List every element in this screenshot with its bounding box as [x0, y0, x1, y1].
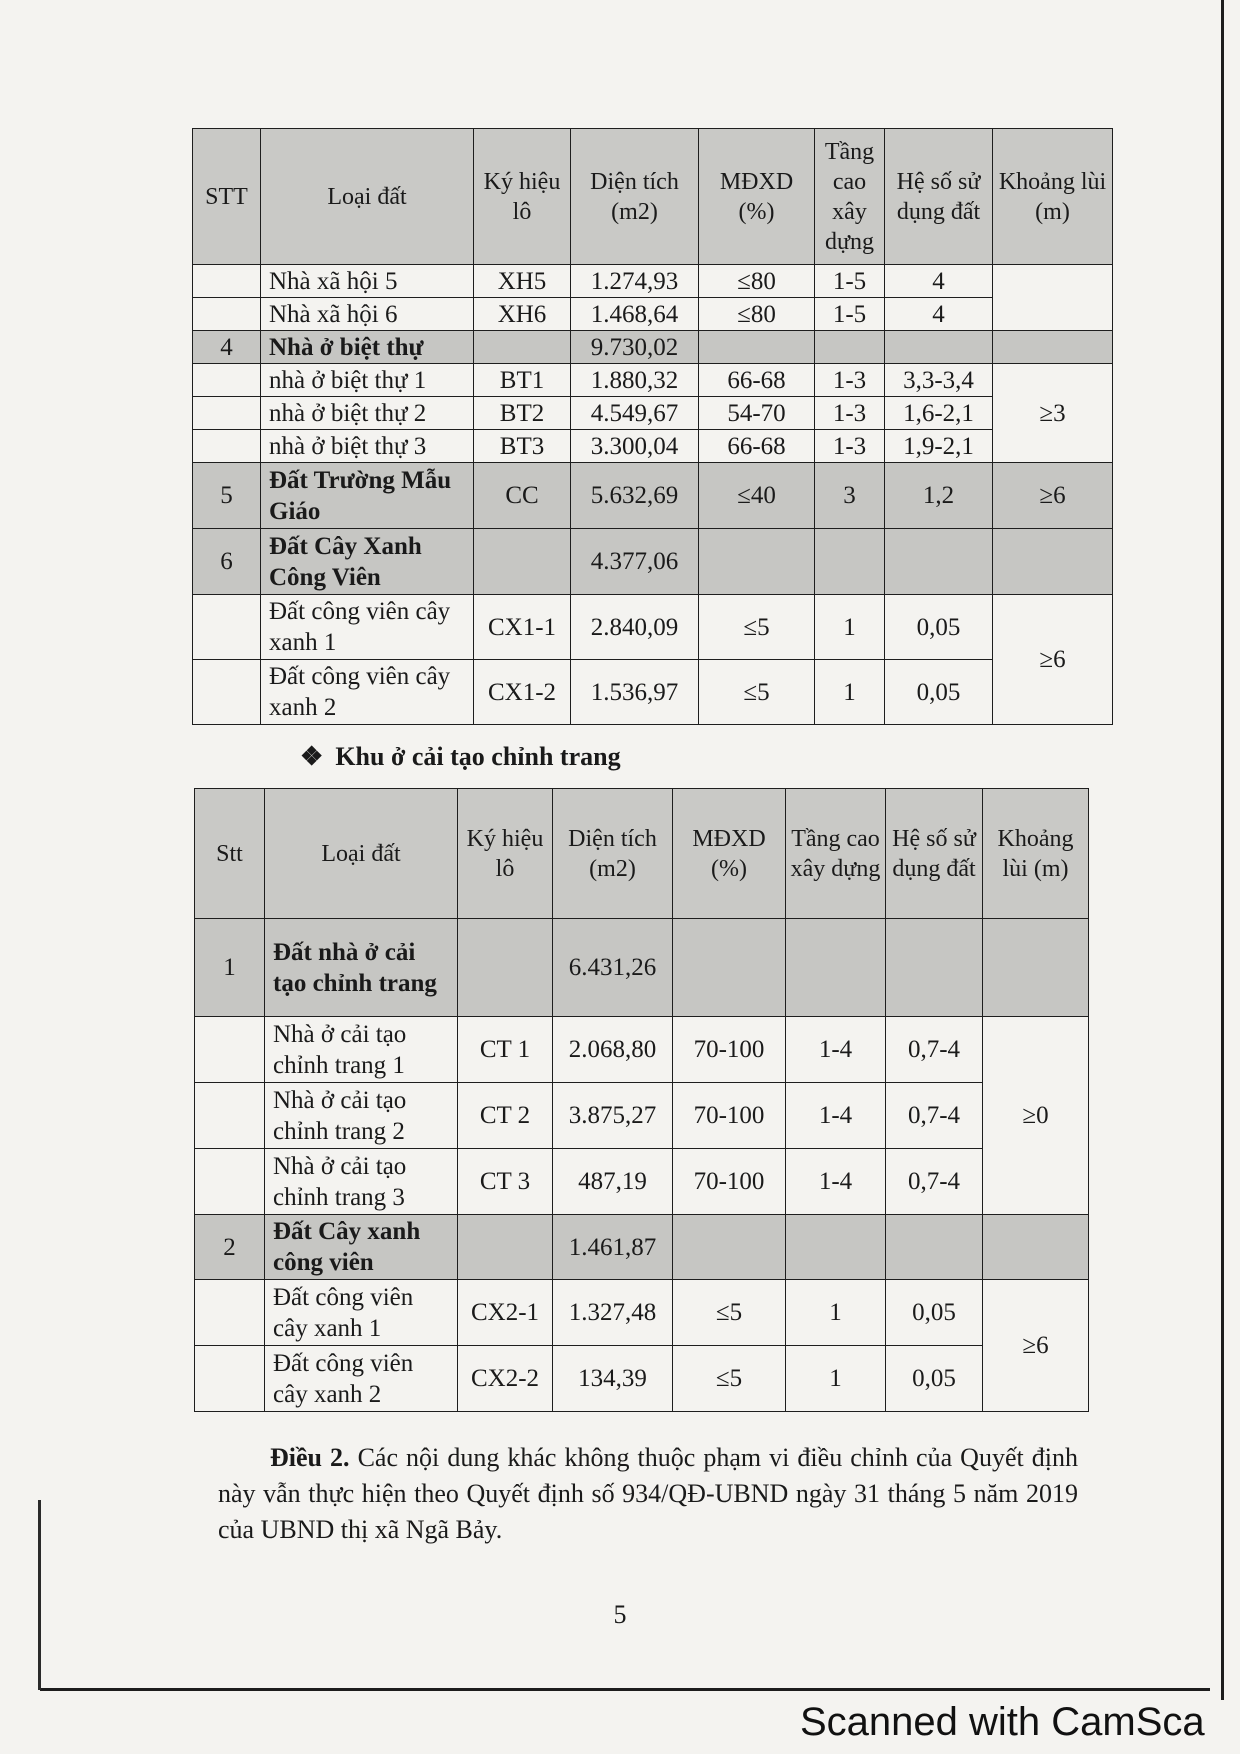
cell-tang-cao: 1-4 [786, 1083, 886, 1149]
header-stt: Stt [195, 789, 265, 919]
cell-khoang-lui [993, 529, 1113, 595]
cell-stt [193, 298, 261, 331]
cell-ky-hieu: CX1-1 [474, 595, 571, 660]
cell-stt [195, 1280, 265, 1346]
cell-stt: 6 [193, 529, 261, 595]
cell-mdxd: ≤5 [673, 1346, 786, 1412]
article-text: Các nội dung khác không thuộc phạm vi điều chỉnh của Quyết định này vẫn thực hiện theo Quyết định số 934/QĐ-UBND ngày 31 tháng 5 năm 2019 của UBND thị xã Ngã Bảy. [218, 1443, 1078, 1544]
header-mdxd: MĐXD (%) [699, 129, 815, 265]
cell-he-so: 1,6-2,1 [885, 397, 993, 430]
cell-loai-dat: Đất công viên cây xanh 1 [265, 1280, 458, 1346]
cell-tang-cao [786, 919, 886, 1017]
cell-mdxd [699, 529, 815, 595]
cell-he-so: 0,7-4 [886, 1017, 983, 1083]
cell-stt [193, 430, 261, 463]
cell-stt: 5 [193, 463, 261, 529]
cell-ky-hieu [458, 919, 553, 1017]
cell-ky-hieu: CT 1 [458, 1017, 553, 1083]
article-label: Điều 2. [270, 1443, 350, 1472]
cell-loai-dat: Đất Trường Mẫu Giáo [261, 463, 474, 529]
cell-stt [193, 265, 261, 298]
cell-he-so: 0,05 [886, 1346, 983, 1412]
cell-loai-dat: Nhà xã hội 6 [261, 298, 474, 331]
table-row [193, 430, 1113, 463]
cell-dien-tich: 1.468,64 [571, 298, 699, 331]
cell-loai-dat: Nhà xã hội 5 [261, 265, 474, 298]
cell-mdxd: 54-70 [699, 397, 815, 430]
page-edge-bottom [40, 1688, 1210, 1691]
table-row [193, 265, 1113, 298]
table-row [193, 364, 1113, 397]
cell-mdxd: ≤5 [699, 660, 815, 725]
cell-ky-hieu: CC [474, 463, 571, 529]
cell-khoang-lui [993, 265, 1113, 331]
cell-dien-tich: 9.730,02 [571, 331, 699, 364]
cell-tang-cao: 1-3 [815, 430, 885, 463]
cell-ky-hieu: CX1-2 [474, 660, 571, 725]
cell-stt [193, 364, 261, 397]
cell-loai-dat: nhà ở biệt thự 2 [261, 397, 474, 430]
cell-loai-dat: nhà ở biệt thự 1 [261, 364, 474, 397]
cell-tang-cao: 1 [786, 1346, 886, 1412]
cell-ky-hieu: CT 3 [458, 1149, 553, 1215]
cell-mdxd: ≤5 [673, 1280, 786, 1346]
cell-khoang-lui: ≥3 [993, 364, 1113, 463]
cell-dien-tich: 2.068,80 [553, 1017, 673, 1083]
cell-he-so: 1,2 [885, 463, 993, 529]
cell-loai-dat: Đất Cây xanh công viên [265, 1215, 458, 1280]
header-he-so: Hệ số sử dụng đất [885, 129, 993, 265]
cell-ky-hieu: BT1 [474, 364, 571, 397]
cell-tang-cao [815, 331, 885, 364]
cell-tang-cao: 1-4 [786, 1017, 886, 1083]
table-row [193, 298, 1113, 331]
cell-ky-hieu: BT2 [474, 397, 571, 430]
cell-tang-cao [815, 529, 885, 595]
cell-stt [195, 1149, 265, 1215]
cell-stt [195, 1017, 265, 1083]
group-row [195, 1215, 1089, 1280]
cell-ky-hieu: XH6 [474, 298, 571, 331]
cell-tang-cao: 1 [815, 595, 885, 660]
cell-he-so: 4 [885, 265, 993, 298]
cell-tang-cao: 1-4 [786, 1149, 886, 1215]
cell-he-so: 0,7-4 [886, 1083, 983, 1149]
cell-stt [195, 1346, 265, 1412]
header-khoang-lui: Khoảng lùi (m) [993, 129, 1113, 265]
cell-dien-tich: 3.300,04 [571, 430, 699, 463]
header-row [193, 129, 1113, 265]
cell-khoang-lui: ≥6 [983, 1280, 1089, 1412]
page-edge-left [38, 1500, 41, 1690]
cell-dien-tich: 5.632,69 [571, 463, 699, 529]
section-heading [300, 742, 621, 772]
cell-loai-dat: nhà ở biệt thự 3 [261, 430, 474, 463]
table-row [195, 1017, 1089, 1083]
cell-he-so [885, 529, 993, 595]
cell-mdxd: ≤80 [699, 298, 815, 331]
land-use-table-2 [194, 788, 1089, 1412]
cell-tang-cao [786, 1215, 886, 1280]
cell-dien-tich: 3.875,27 [553, 1083, 673, 1149]
cell-stt [193, 397, 261, 430]
cell-loai-dat: Nhà ở biệt thự [261, 331, 474, 364]
cell-loai-dat: Nhà ở cải tạo chỉnh trang 2 [265, 1083, 458, 1149]
header-he-so: Hệ số sử dụng đất [886, 789, 983, 919]
cell-tang-cao: 1 [786, 1280, 886, 1346]
cell-loai-dat: Nhà ở cải tạo chỉnh trang 3 [265, 1149, 458, 1215]
land-use-table-1 [192, 128, 1113, 725]
cell-dien-tich: 1.327,48 [553, 1280, 673, 1346]
table-row [195, 1346, 1089, 1412]
cell-mdxd: ≤80 [699, 265, 815, 298]
cell-khoang-lui [983, 1215, 1089, 1280]
cell-tang-cao: 3 [815, 463, 885, 529]
table-row [193, 595, 1113, 660]
cell-dien-tich: 487,19 [553, 1149, 673, 1215]
cell-dien-tich: 4.549,67 [571, 397, 699, 430]
cell-dien-tich: 6.431,26 [553, 919, 673, 1017]
diamond-bullet-icon: ❖ [300, 742, 324, 771]
article-2-paragraph [218, 1440, 1078, 1548]
group-row [193, 529, 1113, 595]
cell-mdxd: 70-100 [673, 1017, 786, 1083]
cell-stt [193, 595, 261, 660]
cell-khoang-lui [983, 919, 1089, 1017]
cell-loai-dat: Đất nhà ở cải tạo chỉnh trang [265, 919, 458, 1017]
cell-dien-tich: 4.377,06 [571, 529, 699, 595]
table-row [193, 397, 1113, 430]
cell-stt: 1 [195, 919, 265, 1017]
header-tang-cao: Tầng cao xây dựng [815, 129, 885, 265]
cell-ky-hieu: CX2-1 [458, 1280, 553, 1346]
cell-dien-tich: 1.536,97 [571, 660, 699, 725]
table-row [195, 1280, 1089, 1346]
cell-ky-hieu: BT3 [474, 430, 571, 463]
cell-loai-dat: Nhà ở cải tạo chỉnh trang 1 [265, 1017, 458, 1083]
cell-loai-dat: Đất công viên cây xanh 2 [261, 660, 474, 725]
cell-mdxd: 66-68 [699, 430, 815, 463]
header-dien-tich: Diện tích (m2) [571, 129, 699, 265]
cell-he-so [886, 919, 983, 1017]
cell-tang-cao: 1-5 [815, 298, 885, 331]
cell-mdxd [699, 331, 815, 364]
header-ky-hieu: Ký hiệu lô [458, 789, 553, 919]
cell-stt: 4 [193, 331, 261, 364]
cell-dien-tich: 2.840,09 [571, 595, 699, 660]
group-row [193, 463, 1113, 529]
cell-he-so: 1,9-2,1 [885, 430, 993, 463]
header-row [195, 789, 1089, 919]
table-row [195, 1083, 1089, 1149]
cell-mdxd [673, 1215, 786, 1280]
cell-he-so: 0,05 [885, 595, 993, 660]
cell-mdxd: 66-68 [699, 364, 815, 397]
header-stt: STT [193, 129, 261, 265]
cell-he-so [886, 1215, 983, 1280]
cell-tang-cao: 1 [815, 660, 885, 725]
cell-loai-dat: Đất công viên cây xanh 2 [265, 1346, 458, 1412]
cell-he-so: 0,7-4 [886, 1149, 983, 1215]
header-mdxd: MĐXD (%) [673, 789, 786, 919]
header-loai-dat: Loại đất [265, 789, 458, 919]
cell-he-so: 3,3-3,4 [885, 364, 993, 397]
header-khoang-lui: Khoảng lùi (m) [983, 789, 1089, 919]
cell-ky-hieu [474, 331, 571, 364]
scanner-watermark: Scanned with CamSca [800, 1700, 1205, 1744]
cell-mdxd: 70-100 [673, 1149, 786, 1215]
table-row [195, 1149, 1089, 1215]
header-loai-dat: Loại đất [261, 129, 474, 265]
cell-stt [195, 1083, 265, 1149]
cell-ky-hieu: CX2-2 [458, 1346, 553, 1412]
table-row [193, 660, 1113, 725]
page-number: 5 [613, 1600, 627, 1629]
group-row [193, 331, 1113, 364]
cell-loai-dat: Đất Cây Xanh Công Viên [261, 529, 474, 595]
group-row [195, 919, 1089, 1017]
cell-he-so: 0,05 [885, 660, 993, 725]
cell-mdxd: ≤40 [699, 463, 815, 529]
cell-ky-hieu: XH5 [474, 265, 571, 298]
cell-ky-hieu: CT 2 [458, 1083, 553, 1149]
cell-mdxd [673, 919, 786, 1017]
cell-khoang-lui [993, 331, 1113, 364]
cell-khoang-lui: ≥6 [993, 463, 1113, 529]
cell-tang-cao: 1-5 [815, 265, 885, 298]
cell-khoang-lui: ≥0 [983, 1017, 1089, 1215]
cell-he-so: 0,05 [886, 1280, 983, 1346]
cell-dien-tich: 1.461,87 [553, 1215, 673, 1280]
cell-mdxd: ≤5 [699, 595, 815, 660]
cell-mdxd: 70-100 [673, 1083, 786, 1149]
cell-dien-tich: 1.880,32 [571, 364, 699, 397]
cell-dien-tich: 134,39 [553, 1346, 673, 1412]
cell-he-so [885, 331, 993, 364]
cell-ky-hieu [458, 1215, 553, 1280]
cell-ky-hieu [474, 529, 571, 595]
cell-loai-dat: Đất công viên cây xanh 1 [261, 595, 474, 660]
cell-tang-cao: 1-3 [815, 364, 885, 397]
cell-stt [193, 660, 261, 725]
cell-he-so: 4 [885, 298, 993, 331]
cell-dien-tich: 1.274,93 [571, 265, 699, 298]
cell-tang-cao: 1-3 [815, 397, 885, 430]
page-edge-right [1221, 0, 1224, 1700]
cell-stt: 2 [195, 1215, 265, 1280]
header-ky-hieu: Ký hiệu lô [474, 129, 571, 265]
header-tang-cao: Tầng cao xây dựng [786, 789, 886, 919]
section-heading-text: Khu ở cải tạo chỉnh trang [335, 742, 621, 771]
cell-khoang-lui: ≥6 [993, 595, 1113, 725]
header-dien-tich: Diện tích (m2) [553, 789, 673, 919]
